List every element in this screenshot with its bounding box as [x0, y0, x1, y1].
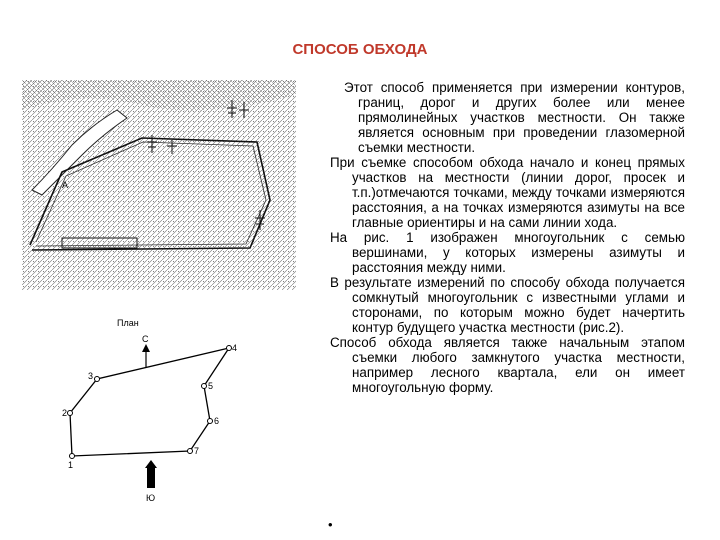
paragraph: На рис. 1 изображен многоугольник с семью вершинами, у которых измерены азимуты и расстояния между ними.: [330, 230, 685, 275]
vertex-label: 5: [208, 381, 214, 391]
paragraph: При съемке способом обхода начало и конец прямых участков на местности (линии дорог, просек и т.п.)отмечаются точками, между точками измеряются расстояния, а на точках измеряются азимуты на все главные ориентиры и на сами линии хода.: [330, 155, 685, 230]
traverse-plan: [22, 296, 296, 526]
north-label: С: [142, 334, 149, 344]
vertex-label: 6: [214, 416, 220, 426]
paragraph: Этот способ применяется при измерении контуров, границ, дорог и других более или менее прямолинейных участков местности. Он также является основным при проведении глазомерной съемки местности.: [344, 80, 685, 155]
vertex-label: 7: [194, 446, 200, 456]
north-arrow-icon: [142, 344, 150, 368]
vertex-label: 1: [68, 460, 74, 470]
empty-bullet: •: [328, 517, 333, 532]
paragraph: В результате измерений по способу обхода получается сомкнутый многоугольник с известными углами и сторонами, по которым можно будет начертить контур будущего участка местности (рис.2).: [330, 275, 685, 335]
landscape-label: A: [62, 180, 69, 190]
vertex-label: 2: [62, 408, 68, 418]
landscape-sketch: [22, 80, 296, 290]
vertex-label: 3: [88, 371, 94, 381]
paragraph: Способ обхода является также начальным этапом съемки любого замкнутого участка местности, например лесного квартала, ели он имеет многоугольную форму.: [330, 335, 685, 395]
vertex-label: 4: [232, 343, 238, 353]
south-label: Ю: [146, 493, 156, 503]
plan-title: План: [117, 318, 139, 328]
south-arrow-icon: [145, 460, 157, 488]
body-text: [330, 80, 685, 395]
page-title: СПОСОБ ОБХОДА: [292, 41, 428, 58]
